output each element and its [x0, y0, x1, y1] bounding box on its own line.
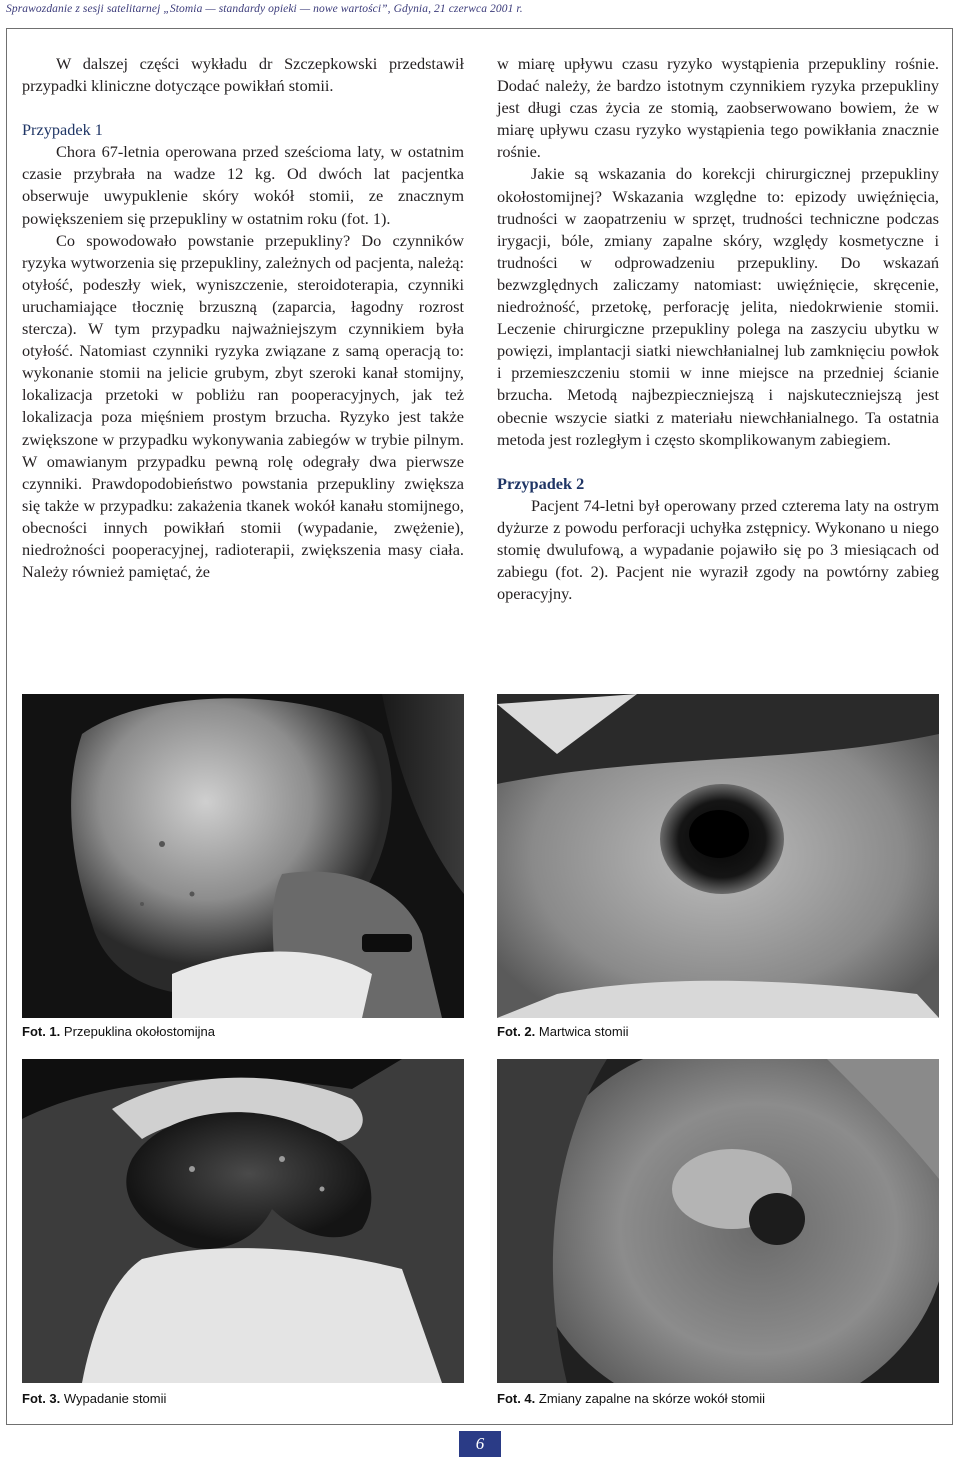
left-text-column: [22, 53, 464, 583]
caption-fot-2-label: Fot. 2.: [497, 1024, 536, 1039]
case1-paragraph-1: Chora 67-letnia operowana przed sześcioma laty, w ostatnim czasie przybrała na wadze 12 kg. Od dwóch lat pacjentka obserwuje uwypuklenie skóry wokół stomii, ze znacznym powiększeniem się przepukliny w ostatnim roku (fot. 1).: [22, 142, 464, 228]
photo-hernia: [22, 694, 464, 1018]
photo-stoma-prolapse: [22, 1059, 464, 1383]
case1-paragraph-2: Co spowodowało powstanie przepukliny? Do czynników ryzyka wytworzenia się przepukliny, zależnych od pacjenta, należą: otyłość, podeszły wiek, wyniszczenie, steroidoterapia, czynniki uruchamiające tłocznię brzuszną (zaparcia, łagodny rozrost stercza). W tym przypadku najważniejszym czynnikiem była otyłość. Natomiast czynniki ryzyka związane z samą operacją to: wykonanie stomii na jelicie grubym, zbyt szeroki kanał stomijny, lokalizacja przetoki w pobliżu ran pooperacyjnych, jak też lokalizacja poza mięśniem prostym brzucha. Ryzyko jest także zwiększone w przypadku wykonywania zabiegów w trybie pilnym. W omawianym przypadku pewną rolę odegrały dwa pierwsze czynniki. Prawdopodobieństwo powstania przepukliny zwiększa się także w przypadku: zakażenia tkanek wokół kanału stomijnego, obecności innych powikłań stomii (wypadanie, zwężenie), niedrożności pooperacyjnej, radioterapii, zwiększenia masy ciała. Należy również pamiętać, że: [22, 230, 464, 582]
page-number: 6: [459, 1431, 501, 1457]
running-header: Sprawozdanie z sesji satelitarnej „Stomia — standardy opieki — nowe wartości”, Gdynia, 21 czerwca 2001 r.: [6, 3, 523, 15]
caption-fot-2-text: Martwica stomii: [538, 1024, 629, 1039]
photo-hernia-image: [22, 694, 464, 1018]
case2-heading: Przypadek 2: [497, 473, 585, 493]
caption-fot-3-text: Wypadanie stomii: [63, 1391, 167, 1406]
photo-peristomal-inflammation: [497, 1059, 939, 1383]
right-paragraph-2: Jakie są wskazania do korekcji chirurgicznej przepukliny okołostomijnej? Wskazania względne to: epizody uwięźnięcia, trudności w zaopatrzeniu w sprzęt, trudności techniczne podczas irygacji, bóle, zmiany zapalne skóry, względy kosmetyczne i trudności w odprowadzeniu przepukliny. Do wskazań bezwzględnych zaliczamy natomiast: uwięźnięcie, skręcenie, niedrożność, przetokę, perforację jelita, niedokrwienie stomii. Leczenie chirurgiczne przepukliny polega na zaszyciu ubytku w powięzi, implantacji siatki niewchłanialnej lub zamknięciu powłok i przemieszczeniu stomii w inne miejsce na przedniej ścianie brzucha. Metodą najbezpieczniejszą i najskuteczniejszą jest obecnie wszycie siatki z materiału niewchłanialnego. Ta ostatnia metoda jest rozległym i często skomplikowanym zabiegiem.: [497, 164, 939, 449]
photo-stoma-prolapse-image: [22, 1059, 464, 1383]
right-text-column: [497, 53, 939, 605]
photo-stoma-necrosis-image: [497, 694, 939, 1018]
case1-heading: Przypadek 1: [22, 120, 103, 140]
caption-fot-4-label: Fot. 4.: [497, 1391, 536, 1406]
photo-peristomal-inflammation-image: [497, 1059, 939, 1383]
intro-paragraph: W dalszej części wykładu dr Szczepkowski przedstawił przypadki kliniczne dotyczące powikłań stomii.: [22, 54, 464, 96]
caption-fot-2: [497, 1024, 628, 1039]
caption-fot-3-label: Fot. 3.: [22, 1391, 61, 1406]
caption-fot-1-label: Fot. 1.: [22, 1024, 61, 1039]
photo-stoma-necrosis: [497, 694, 939, 1018]
right-paragraph-1: w miarę upływu czasu ryzyko wystąpienia przepukliny rośnie. Dodać należy, że bardzo istotnym czynnikiem ryzyka przepukliny jest długi czas życia ze stomią, zaobserwowano bowiem, że w miarę upływu czasu ryzyko wystąpienia tego powikłania znacznie rośnie.: [497, 54, 939, 162]
caption-fot-4-text: Zmiany zapalne na skórze wokół stomii: [538, 1391, 766, 1406]
caption-fot-1-text: Przepuklina okołostomijna: [63, 1024, 215, 1039]
caption-fot-3: [22, 1391, 166, 1406]
case2-paragraph: Pacjent 74-letni był operowany przed czterema laty na ostrym dyżurze z powodu perforacji uchyłka zstępnicy. Wykonano u niego stomię dwulufową, a wypadanie pojawiło się po 3 miesiącach od zabiegu (fot. 2). Pacjent nie wyraził zgody na powtórny zabieg operacyjny.: [497, 495, 939, 604]
caption-fot-4: [497, 1391, 765, 1406]
caption-fot-1: [22, 1024, 215, 1039]
